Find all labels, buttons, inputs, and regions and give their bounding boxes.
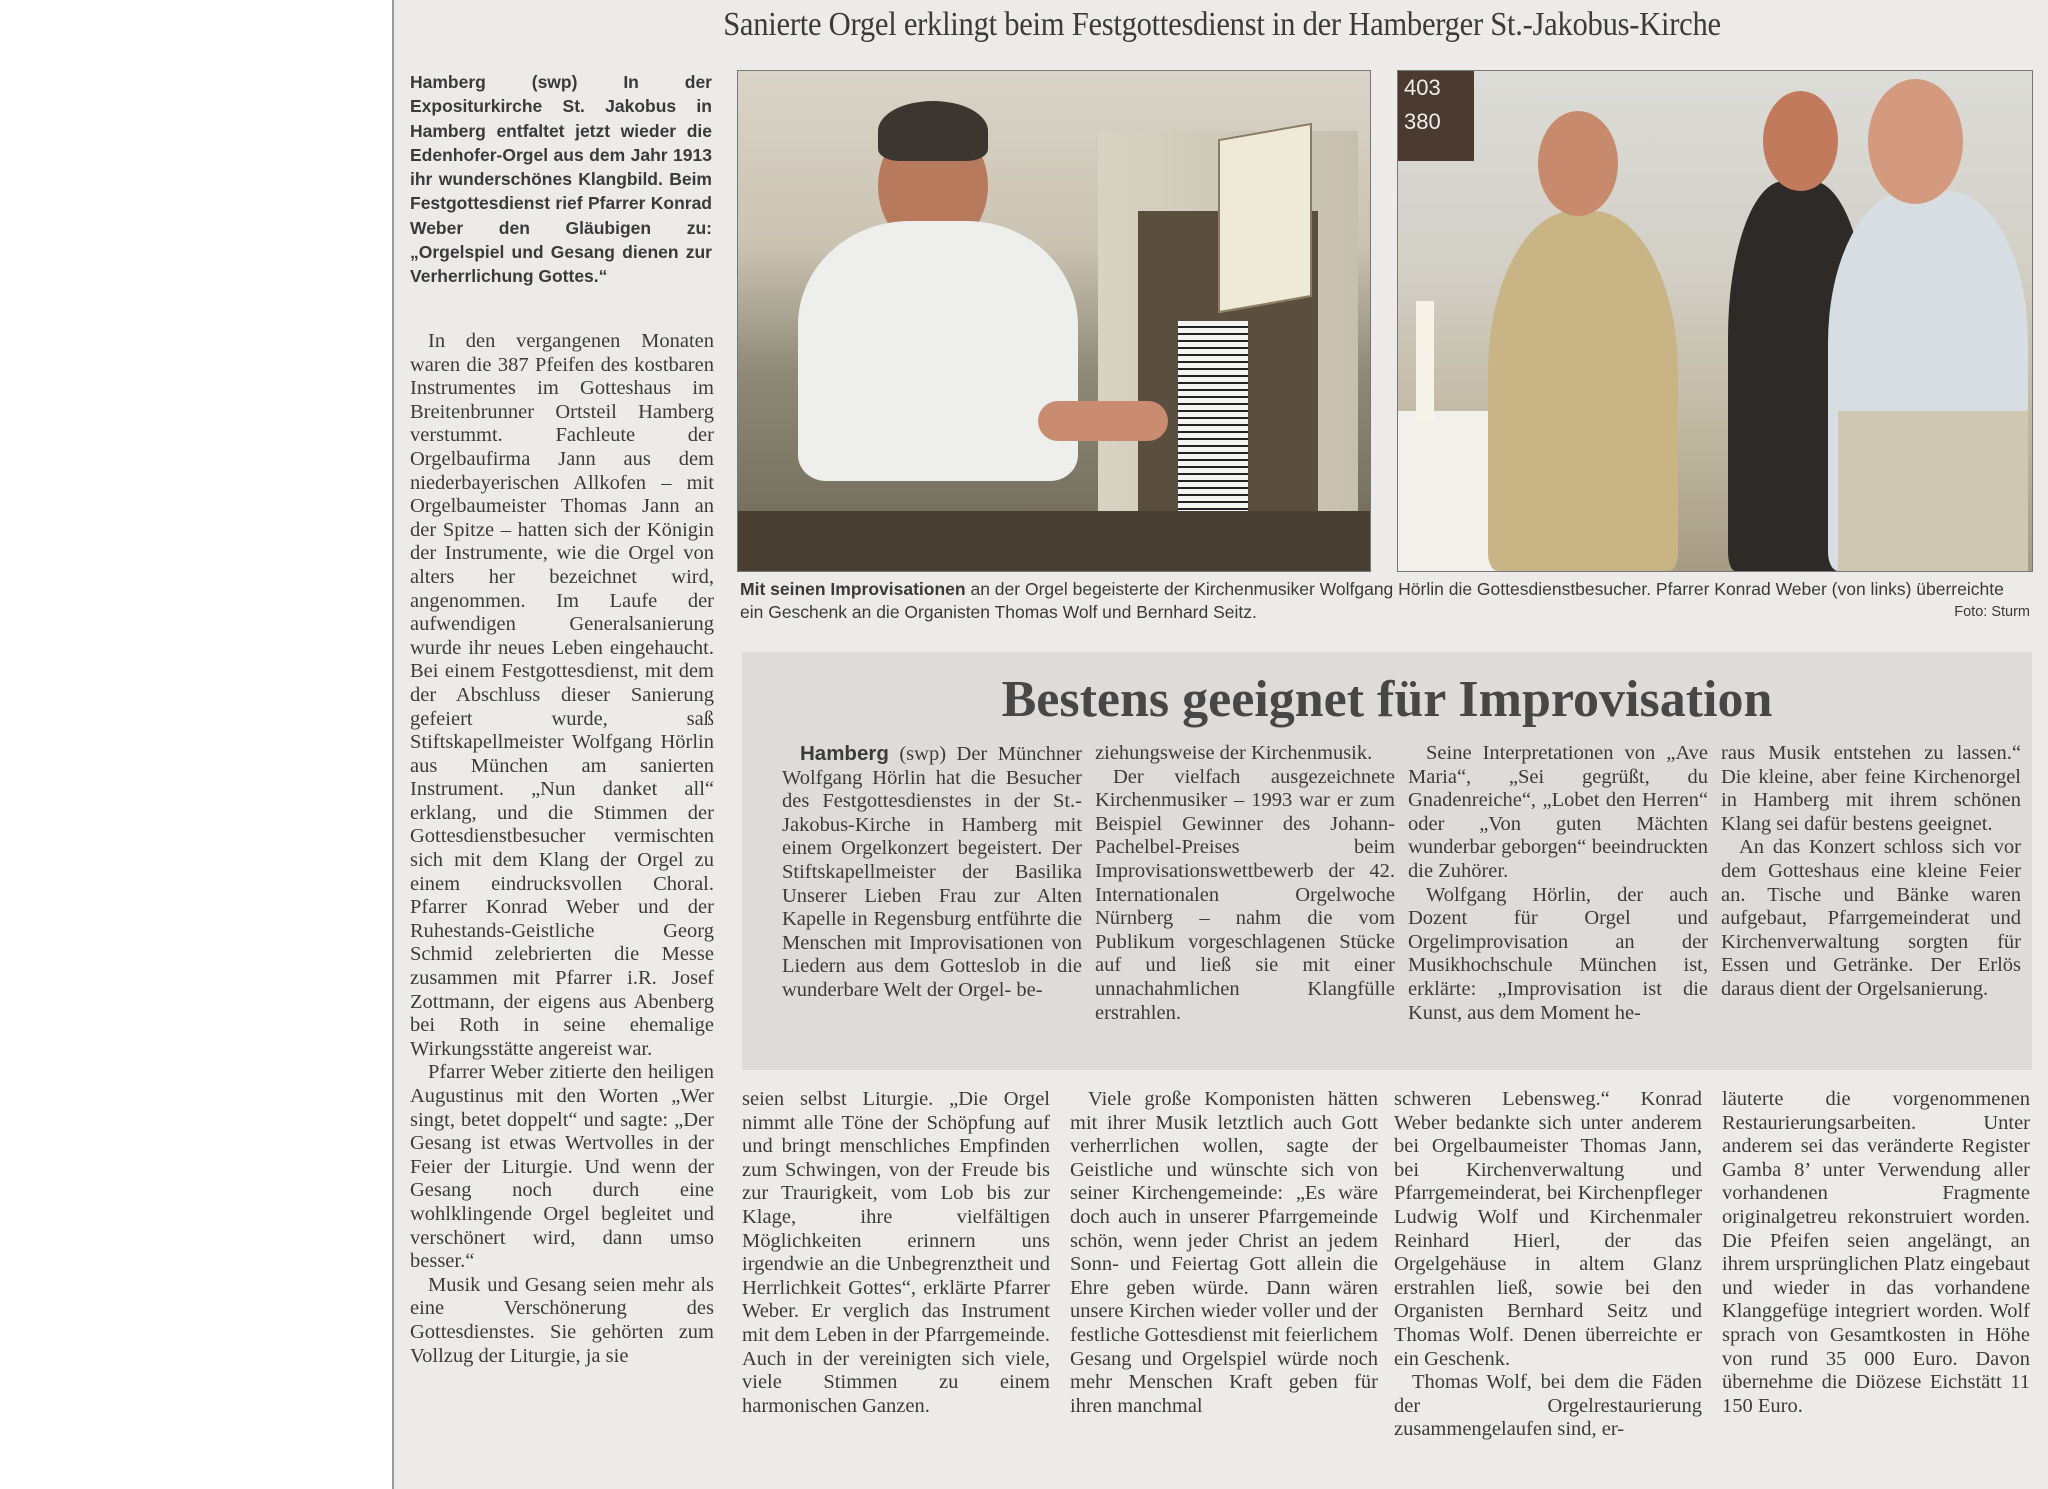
dateline: Hamberg: [800, 742, 889, 765]
photo-organist: [737, 70, 1371, 572]
paragraph: In den vergangenen Monaten waren die 387 Pfeifen des kostbaren Instrumentes im Gotteshaus im Breitenbrunner Ortsteil Hamberg verstummt. Fachleute der Orgelbaufirma Jann aus dem niederbayerischen Allkofen – mit Orgelbaumeister Thomas Jann an der Spitze – hatten sich der Königin der Instrumente, wie die Orgel von alters her bezeichnet wird, angenommen. Im Laufe der aufwendigen Generalsanierung wurde ihr neues Leben eingehaucht. Bei einem Festgottesdienst, mit dem der Abschluss dieser Sanierung gefeiert wurde, saß Stiftskapellmeister Wolfgang Hörlin aus München am sanierten Instrument. „Nun danket all“ erklang, und die Stimmen der Gottesdienstbesucher vermischten sich mit dem Klang der Orgel zu einem eindrucksvollen Choral. Pfarrer Konrad Weber und der Ruhestands-Geistliche Georg Schmid zelebrierten die Messe zusammen mit Pfarrer i.R. Josef Zottmann, der eigens aus Abenberg bei Roth in seine ehemalige Wirkungsstätte angereist war.: [410, 330, 714, 1060]
sidebar-column-3: [1408, 742, 1708, 1025]
sidebar-column-1: [782, 742, 1082, 1003]
paragraph: Hamberg (swp) Der Münchner Wolfgang Hörlin hat die Besucher des Festgottesdienstes in der St.-Jakobus-Kirche in Hamberg mit einem Orgelkonzert begeistert. Der Stiftskapellmeister der Basilika Unserer Lieben Frau zur Alten Kapelle in Regensburg entführte die Menschen mit Improvisationen von Liedern aus dem Gotteslob in die wunderbare Welt der Orgel- be-: [782, 742, 1082, 1001]
paragraph: schweren Lebensweg.“ Konrad Weber bedankte sich unter anderem bei Orgelbaumeister Thomas Jann, bei Kirchenverwaltung und Pfarrgemeinderat, bei Kirchenpfleger Ludwig Wolf und Kirchenmaler Reinhard Hierl, der das Orgelgehäuse in altem Glanz erstrahlen ließ, sowie bei den Organisten Bernhard Seitz und Thomas Wolf. Denen überreichte er ein Geschenk.: [1394, 1088, 1702, 1370]
paragraph: Wolfgang Hörlin, der auch Dozent für Orgel und Orgelimprovisation an der Musikhochschule München ist, erklärte: „Improvisation ist die Kunst, aus dem Moment he-: [1408, 883, 1708, 1024]
organist-hands: [1038, 401, 1168, 441]
caption-text: an der Orgel begeisterte der Kirchenmusiker Wolfgang Hörlin die Gottesdienstbesucher. Pfarrer Konrad Weber (von links) überreichte ein Geschenk an die Organisten Thomas Wolf und Bernhard Seitz.: [740, 579, 2004, 622]
bottom-column-1: [742, 1088, 1050, 1418]
paragraph: Pfarrer Weber zitierte den heiligen Augustinus mit den Worten „Wer singt, betet doppelt“ und sagte: „Der Gesang ist etwas Wertvolles in der Feier der Liturgie. Und wenn der Gesang noch durch eine wohlklingende Orgel begleitet und verschönert wird, dann umso besser.“: [410, 1061, 714, 1273]
paragraph: Seine Interpretationen von „Ave Maria“, „Sei gegrüßt, du Gnadenreiche“, „Lobet den Herren“ oder „Von guten Mächten wunderbar geborgen“ beeindruckten die Zuhörer.: [1408, 742, 1708, 882]
organist-shirt: [798, 221, 1078, 481]
priest-head: [1538, 111, 1618, 216]
sheet-music: [1218, 123, 1312, 314]
paragraph: Viele große Komponisten hätten mit ihrer Musik letztlich auch Gott verherrlichen wollen, sagte der Geistliche und wünschte sich von seiner Kirchengemeinde: „Es wäre doch auch in unserer Pfarrgemeinde schön, wenn jeder Christ an jedem Sonn- und Feiertag Gott allein die Ehre geben würde. Dann wären unsere Kirchen wieder voller und der festliche Gottesdienst mit feierlichem Gesang und Orgelspiel würde noch mehr Menschen Kraft geben für ihren manchmal: [1070, 1088, 1378, 1417]
paragraph: Musik und Gesang seien mehr als eine Verschönerung des Gottesdienstes. Sie gehörten zum Vollzug der Liturgie, ja sie: [410, 1273, 714, 1367]
caption-bold: Mit seinen Improvisationen: [740, 579, 966, 599]
sidebar-column-2: [1095, 742, 1395, 1025]
organist-seitz-head: [1868, 79, 1963, 204]
newspaper-clipping: [392, 0, 2048, 1489]
paragraph: Thomas Wolf, bei dem die Fäden der Orgelrestaurierung zusammengelaufen sind, er-: [1394, 1371, 1702, 1441]
candle: [1416, 301, 1434, 421]
hymn-board: 403 380: [1398, 71, 1474, 161]
bottom-column-2: [1070, 1088, 1378, 1418]
organist-hair: [878, 101, 988, 161]
bottom-column-4: [1722, 1088, 2030, 1418]
sidebar-headline: Bestens geeignet für Improvisation: [1001, 671, 1773, 728]
left-column: [410, 330, 714, 1368]
organ-bench: [738, 511, 1370, 571]
organ-keyboard: [1178, 321, 1248, 511]
organist-wolf-head: [1763, 91, 1838, 191]
bottom-column-3: [1394, 1088, 1702, 1442]
paragraph: An das Konzert schloss sich vor dem Gotteshaus eine kleine Feier an. Tische und Bänke waren aufgebaut, Pfarrgemeinderat und Kirchenverwaltung sorgten für Essen und Getränke. Der Erlös daraus dient der Orgelsanierung.: [1721, 836, 2021, 1000]
paragraph: ziehungsweise der Kirchenmusik.: [1095, 742, 1373, 764]
photo-credit: Foto: Sturm: [1954, 604, 2030, 620]
paragraph: Der vielfach ausgezeichnete Kirchenmusiker – 1993 war er zum Beispiel Gewinner des Johann-Pachelbel-Preises beim Improvisationswettbewerb der 42. Internationalen Orgelwoche Nürnberg – nahm die vom Publikum vorgeschlagenen Stücke auf und ließ sie mit einer unnachahmlichen Klangfülle erstrahlen.: [1095, 765, 1395, 1024]
article-headline: Sanierte Orgel erklingt beim Festgottesdienst in der Hamberger St.-Jakobus-Kirche: [723, 6, 1721, 43]
sidebar-column-4: [1721, 742, 2021, 1002]
trousers: [1838, 411, 2028, 571]
photo-caption: [740, 578, 2030, 624]
article-lead: Hamberg (swp) In der Expositurkirche St. Jakobus in Hamberg entfaltet jetzt wieder die Edenhofer-Orgel aus dem Jahr 1913 ihr wunderschönes Klangbild. Beim Festgottesdienst rief Pfarrer Konrad Weber den Gläubigen zu: „Orgelspiel und Gesang dienen zur Verherrlichung Gottes.“: [410, 72, 712, 287]
paragraph: raus Musik entstehen zu lassen.“ Die kleine, aber feine Kirchenorgel in Hamberg mit ihrem schönen Klang sei dafür bestens geeignet.: [1721, 742, 2021, 835]
paragraph: läuterte die vorgenommenen Restaurierungsarbeiten. Unter anderem sei das veränderte Register Gamba 8’ unter Verwendung aller vorhandenen Fragmente originalgetreu rekonstruiert worden. Die Pfeifen seien angelängt, an ihrem ursprünglichen Platz eingebaut und wieder in das vorhandene Klanggefüge integriert worden. Wolf sprach von Gesamtkosten in Höhe von rund 35 000 Euro. Davon übernehme die Diözese Eichstätt 11 150 Euro.: [1722, 1088, 2030, 1417]
sidebar-story-box: [742, 652, 2032, 1070]
priest-vestment: [1488, 211, 1678, 571]
photo-presentation: [1397, 70, 2033, 572]
paragraph: seien selbst Liturgie. „Die Orgel nimmt alle Töne der Schöpfung auf und bringt menschliches Empfinden zum Schwingen, von der Freude bis zur Traurigkeit, vom Lob bis zur Klage, ihre vielfältigen Möglichkeiten erinnern uns irgendwie an die Unbegrenztheit und Herrlichkeit Gottes“, erklärte Pfarrer Weber. Er verglich das Instrument mit dem Leben in der Pfarrgemeinde. Auch in der vereinigten sich viele, viele Stimmen zu einem harmonischen Ganzen.: [742, 1088, 1050, 1417]
